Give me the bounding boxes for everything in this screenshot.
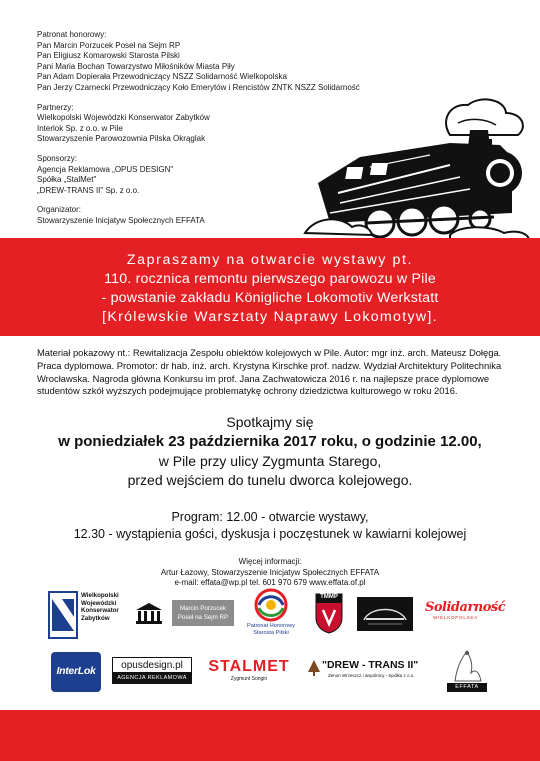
starosta-patronat: Patronat Honorowy bbox=[247, 623, 295, 629]
logo-stalmet bbox=[203, 658, 295, 686]
patronat-group bbox=[37, 30, 367, 94]
program-line-1: Program: 12.00 - otwarcie wystawy, bbox=[171, 510, 369, 524]
wwkz-emblem-icon bbox=[48, 591, 78, 639]
logo-opusdesign bbox=[112, 657, 192, 687]
drewtrans-text: "DREW - TRANS II" bbox=[322, 659, 419, 671]
opus-text: opusdesign.pl bbox=[112, 657, 192, 672]
tmmp-text: TMMP bbox=[320, 594, 338, 600]
opus-sub: AGENCJA REKLAMOWA bbox=[112, 672, 192, 684]
wwkz-text: Wielkopolski bbox=[81, 592, 119, 599]
partnerzy-line: Stowarzyszenie Parowozownia Pilska Okrąglak bbox=[37, 134, 206, 144]
patronat-line: Pan Eligiusz Komarowski Starosta Pilski bbox=[37, 51, 180, 61]
logo-effata bbox=[447, 647, 487, 692]
partnerzy-line: Interlok Sp. z o.o. w Pile bbox=[37, 123, 123, 133]
contact-person: Artur Łazowy, Stowarzyszenie Inicjatyw Społecznych EFFATA bbox=[160, 567, 380, 577]
tree-icon bbox=[308, 660, 320, 676]
logo-starosta bbox=[238, 588, 304, 638]
porzucek-title: Poseł na Sejm RP bbox=[177, 614, 229, 621]
contact-heading: Więcej informacji: bbox=[238, 557, 302, 566]
logo-interlok bbox=[51, 652, 101, 692]
porzucek-name: Marcin Porzucek bbox=[179, 605, 227, 612]
organizator-line: Stowarzyszenie Inicjatyw Społecznych EFFATA bbox=[37, 215, 205, 225]
wwkz-text: Wojewódzki bbox=[81, 599, 117, 607]
partnerzy-heading: Partnerzy: bbox=[37, 102, 74, 112]
meeting-line-1: Spotkajmy się bbox=[226, 414, 314, 430]
parliament-building-icon bbox=[134, 601, 164, 625]
wwkz-text: Zabytków bbox=[81, 614, 110, 622]
starosta-title: Starosta Pilski bbox=[253, 630, 289, 636]
meeting-entrance: przed wejściem do tunelu dworca kolejowego. bbox=[127, 472, 413, 488]
roundhouse-icon bbox=[358, 598, 412, 630]
sponsorzy-line: „DREW-TRANS II" Sp. z o.o. bbox=[37, 185, 140, 195]
sponsorzy-line: Spółka „StalMet" bbox=[37, 175, 97, 185]
patronat-line: Pani Maria Bochan Towarzystwo Miłośników Miasta Piły bbox=[37, 61, 235, 71]
effata-text: EFFATA bbox=[447, 683, 487, 692]
logo-tmmp bbox=[314, 592, 344, 634]
logo-drewtrans bbox=[308, 658, 436, 686]
meeting-place: w Pile przy ulicy Zygmunta Starego, bbox=[158, 453, 382, 469]
patronat-line: Pan Jerzy Czarnecki Przewodniczący Koło Emerytów i Rencistów ZNTK NSZZ Solidarność bbox=[37, 82, 360, 92]
stalmet-text: STALMET bbox=[208, 658, 290, 675]
patronat-line: Pan Adam Dopierała Przewodniczący NSZZ Solidarność Wielkopolska bbox=[37, 72, 287, 82]
patronat-line: Pan Marcin Porzucek Poseł na Sejm RP bbox=[37, 40, 181, 50]
banner-line-1: Zapraszamy na otwarcie wystawy pt. bbox=[126, 252, 414, 268]
steam-locomotive-illustration bbox=[300, 95, 532, 245]
sponsorzy-heading: Sponsorzy: bbox=[37, 153, 78, 163]
logo-porzucek bbox=[134, 598, 234, 628]
program-info bbox=[0, 509, 540, 543]
solidarnosc-text: Solidarność bbox=[425, 600, 506, 615]
meeting-date: w poniedziałek 23 października 2017 roku, o godzinie 12.00, bbox=[58, 433, 482, 450]
sponsorzy-line: Agencja Reklamowa „OPUS DESIGN" bbox=[37, 164, 174, 174]
exhibition-banner bbox=[0, 238, 540, 336]
description-paragraph: Materiał pokazowy nt.: Rewitalizacja Zespołu obiektów kolejowych w Pile. Autor: mgr inż. arch. Mateusz Dołęga. Praca dyplomowa. Promotor: dr hab. inż. arch. Krystyna Kirschke prof. nadzw. Wydział Architektury Politechnika Wrocławska. Nagroda główna Konkursu im prof. Jana Zachwatowicza 2016 r. na najlepsze prace dyplomowe studentów szkół wyższych podejmujące problematykę ochrony dziedzictwa kulturowego w roku 2016. bbox=[37, 347, 502, 397]
wwkz-text: Konserwator bbox=[81, 607, 119, 615]
partnerzy-line: Wielkopolski Wojewódzki Konserwator Zabytków bbox=[37, 113, 210, 123]
bottom-red-band bbox=[0, 710, 540, 761]
powiat-emblem-icon bbox=[251, 588, 291, 622]
effata-figure-icon bbox=[447, 647, 487, 683]
banner-line-2: 110. rocznica remontu pierwszego parowozu w Pile bbox=[104, 271, 436, 287]
logo-wwkz bbox=[48, 590, 134, 640]
organizator-heading: Organizator: bbox=[37, 205, 82, 215]
contact-details: e-mail: effata@wp.pl tel. 601 970 679 www.effata.of.pl bbox=[174, 578, 366, 587]
stalmet-sub: Zygmunt Songin bbox=[230, 676, 268, 682]
banner-line-4: [Królewskie Warsztaty Naprawy Lokomotyw]. bbox=[102, 309, 438, 325]
meeting-info bbox=[0, 413, 540, 490]
solidarnosc-sub: WIELKOPOLSKA bbox=[433, 615, 479, 620]
banner-line-3: - powstanie zakładu Königliche Lokomotiv Werkstatt bbox=[101, 290, 439, 306]
program-line-2: 12.30 - wystąpienia gości, dyskusja i poczęstunek w kawiarni kolejowej bbox=[73, 527, 467, 541]
patronat-heading: Patronat honorowy: bbox=[37, 30, 107, 39]
contact-info bbox=[0, 557, 540, 589]
drewtrans-sub: Zenon Wrzeszcz i wspólnicy - Spółka z o.o. bbox=[328, 673, 415, 678]
logo-solidarnosc bbox=[425, 600, 506, 630]
banner-text bbox=[0, 251, 540, 327]
logo-okraglak bbox=[357, 597, 413, 631]
interlok-text: InterLok bbox=[56, 665, 96, 677]
